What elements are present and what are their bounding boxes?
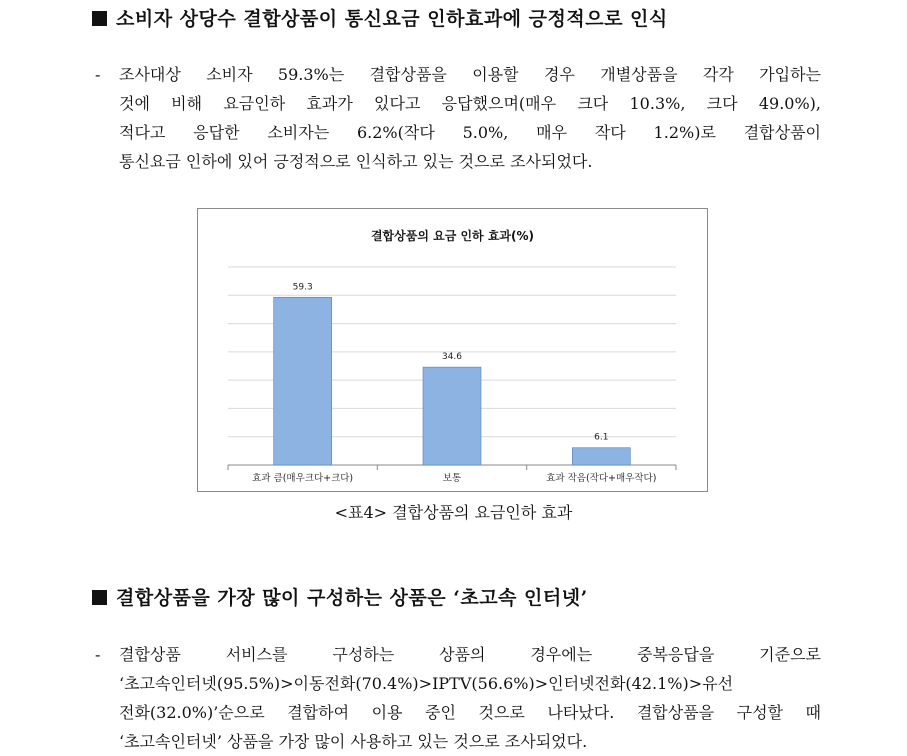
chart-title: 결합상품의 요금 인하 효과(%) — [370, 229, 535, 243]
category-label: 효과 작음(작다+매우작다) — [546, 473, 657, 484]
bar — [572, 448, 630, 465]
dash-bullet: - — [95, 645, 101, 664]
data-label: 6.1 — [594, 432, 609, 443]
data-label: 59.3 — [292, 282, 313, 293]
section-heading-2 — [92, 583, 588, 610]
section-paragraph-1 — [95, 60, 821, 176]
category-label: 효과 큼(매우크다+크다) — [252, 473, 354, 484]
paragraph-line: - 조사대상 소비자 59.3%는 결합상품을 이용할 경우 개별상품을 각각 가입하는 — [95, 60, 821, 89]
paragraph-line: 적다고 응답한 소비자는 6.2%(작다 5.0%, 매우 작다 1.2%)로 결합상품이 — [119, 123, 821, 142]
bar — [423, 367, 481, 465]
paragraph-line: 것에 비해 요금인하 효과가 있다고 응답했으며(매우 크다 10.3%, 크다 49.0%), — [119, 94, 821, 113]
dash-bullet: - — [95, 65, 101, 84]
chart-plot — [198, 209, 707, 491]
section-paragraph-2 — [95, 640, 821, 756]
section-heading-1-text: 소비자 상당수 결합상품이 통신요금 인하효과에 긍정적으로 인식 — [116, 8, 668, 30]
data-label: 34.6 — [441, 352, 463, 363]
paragraph-line: 통신요금 인하에 있어 긍정적으로 인식하고 있는 것으로 조사되었다. — [119, 152, 593, 171]
paragraph-line: ‘초고속인터넷(95.5%)>이동전화(70.4%)>IPTV(56.6%)>인터넷전화(42.1%)>유선 — [119, 674, 734, 693]
section-heading-1 — [92, 4, 668, 31]
figure-caption: <표4> 결합상품의 요금인하 효과 — [334, 503, 573, 522]
paragraph-line: ‘초고속인터넷’ 상품을 가장 많이 사용하고 있는 것으로 조사되었다. — [119, 732, 588, 751]
section-heading-2-text: 결합상품을 가장 많이 구성하는 상품은 ‘초고속 인터넷’ — [116, 587, 588, 609]
paragraph-line: 전화(32.0%)’순으로 결합하여 이용 중인 것으로 나타났다. 결합상품을 구성할 때 — [119, 703, 821, 722]
bar — [274, 297, 332, 465]
black-square-icon — [92, 11, 107, 26]
paragraph-line: - 결합상품 서비스를 구성하는 상품의 경우에는 중복응답을 기준으로 — [95, 640, 821, 669]
bar-chart — [197, 208, 708, 492]
black-square-icon — [92, 590, 107, 605]
category-label: 보통 — [442, 473, 462, 484]
